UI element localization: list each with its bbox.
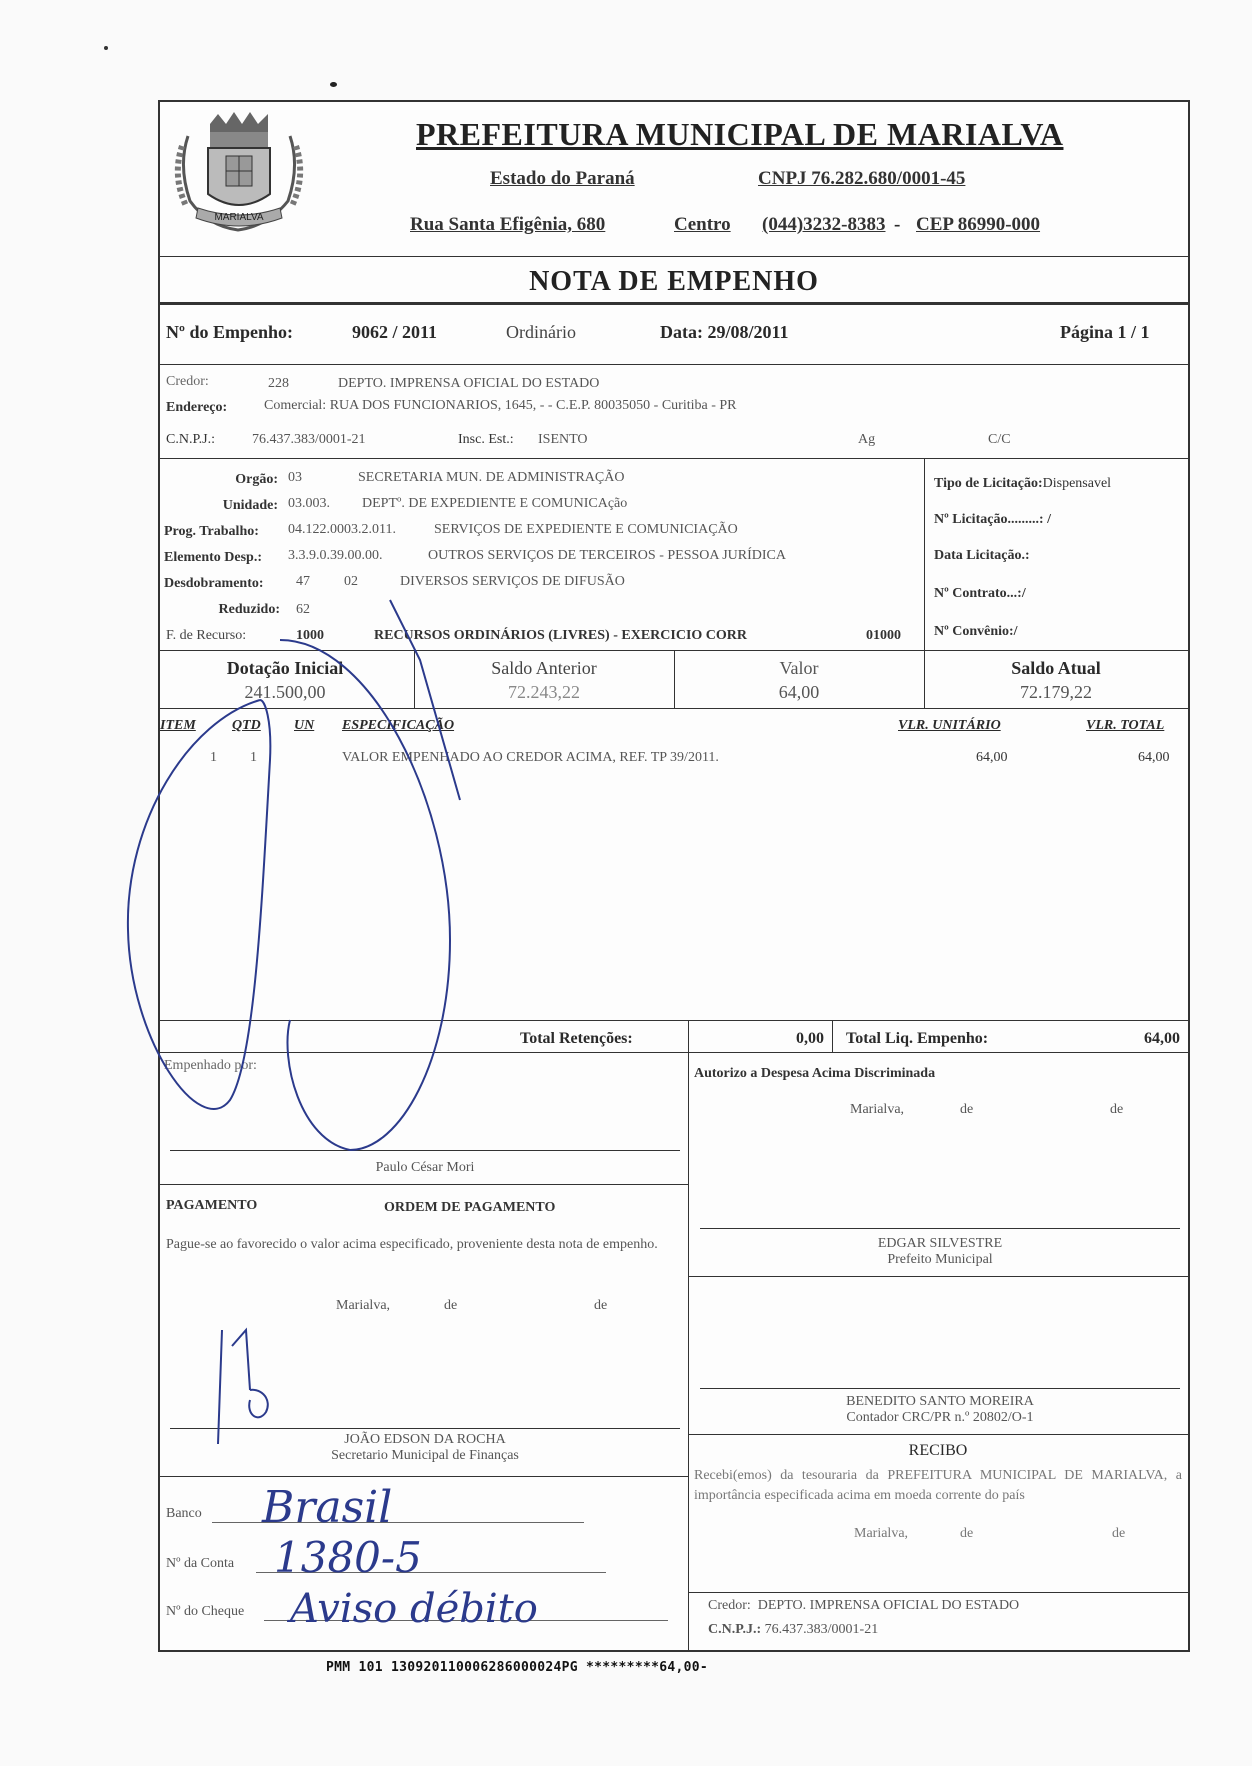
crest-banner-text: MARIALVA: [214, 212, 264, 223]
recurso-label: F. de Recurso:: [166, 628, 247, 643]
divider: [414, 650, 415, 708]
total-retencoes-label: Total Retenções:: [520, 1030, 633, 1047]
page-number: Página 1 / 1: [1060, 322, 1150, 342]
credor-name: DEPTO. IMPRENSA OFICIAL DO ESTADO: [338, 376, 600, 391]
cheque-label: Nº do Cheque: [166, 1604, 245, 1619]
divider: [688, 1020, 689, 1052]
recibo-de1: de: [960, 1526, 974, 1541]
row-item: 1: [210, 750, 217, 765]
col-header-qtd: QTD: [232, 718, 261, 733]
dotacao-value: 241.500,00: [244, 682, 326, 702]
autorizo-city: Marialva,: [850, 1102, 905, 1117]
total-liq-label: Total Liq. Empenho:: [846, 1030, 989, 1047]
prefeitura-cnpj: CNPJ 76.282.680/0001-45: [758, 168, 966, 189]
recurso-code2: 01000: [866, 628, 901, 643]
divider: [688, 1276, 1188, 1277]
prog-trabalho-code: 04.122.0003.2.011.: [288, 522, 396, 537]
recibo-credor-name: DEPTO. IMPRENSA OFICIAL DO ESTADO: [757, 1598, 1020, 1613]
agency-label: Ag: [858, 432, 876, 447]
document-title: NOTA DE EMPENHO: [529, 266, 819, 297]
saldo-anterior-value: 72.243,22: [508, 682, 580, 702]
contador-name: BENEDITO SANTO MOREIRA: [846, 1394, 1034, 1409]
autorizo-de1: de: [960, 1102, 974, 1117]
prefeitura-address: Rua Santa Efigênia, 680: [410, 214, 606, 235]
recibo-text: Recebi(emos) da tesouraria da PREFEITURA MUNICIPAL DE MARIALVA, a importância especificada acima em moeda corrente do país: [694, 1468, 1182, 1503]
credor-code: 228: [268, 376, 289, 391]
data-licitacao-label: Data Licitação.:: [934, 548, 1030, 563]
divider: [160, 364, 1188, 365]
stray-mark: [104, 46, 108, 50]
prefeitura-cep: CEP 86990-000: [916, 214, 1041, 235]
reduzido-label: Reduzido:: [218, 602, 280, 617]
col-header-un: UN: [294, 718, 315, 733]
signature-line: [688, 1592, 1188, 1593]
divider: [160, 1184, 688, 1185]
divider: [688, 1052, 689, 1650]
stray-mark: [330, 82, 337, 87]
signature-line: [170, 1150, 680, 1151]
municipal-crest-icon: [168, 106, 310, 234]
prog-trabalho-name: SERVIÇOS DE EXPEDIENTE E COMUNICIAÇÃO: [434, 522, 738, 537]
dotacao-label: Dotação Inicial: [226, 658, 344, 678]
recibo-city: Marialva,: [854, 1526, 909, 1541]
banco-label: Banco: [166, 1506, 202, 1521]
convenio-label: Nº Convênio:/: [934, 624, 1018, 639]
recurso-name: RECURSOS ORDINÁRIOS (LIVRES) - EXERCICIO CORR: [374, 628, 747, 643]
prefeitura-district: Centro: [674, 214, 731, 235]
cheque-field-line: [264, 1620, 668, 1621]
divider: [924, 458, 925, 650]
desdobramento-code2: 02: [344, 574, 358, 589]
endereco-label: Endereço:: [166, 400, 228, 415]
empenho-date: Data: 29/08/2011: [660, 322, 789, 342]
conta-field-line: [256, 1572, 606, 1573]
empenho-type: Ordinário: [506, 322, 576, 342]
conta-label: Nº da Conta: [166, 1556, 235, 1571]
elemento-code: 3.3.9.0.39.00.00.: [288, 548, 383, 563]
pagamento-de1: de: [444, 1298, 458, 1313]
autorizo-label: Autorizo a Despesa Acima Discriminada: [694, 1066, 936, 1081]
valor-label: Valor: [779, 658, 819, 678]
col-header-vlr-unitario: VLR. UNITÁRIO: [898, 718, 1001, 733]
desdobramento-code1: 47: [296, 574, 310, 589]
credor-cnpj: 76.437.383/0001-21: [252, 432, 366, 447]
signature-line: [170, 1428, 680, 1429]
recurso-code: 1000: [296, 628, 324, 643]
col-header-item: ITEM: [160, 718, 196, 733]
col-header-vlr-total: VLR. TOTAL: [1086, 718, 1165, 733]
recibo-title: RECIBO: [908, 1442, 968, 1459]
empenhado-por-name: Paulo César Mori: [375, 1160, 475, 1175]
recibo-de2: de: [1112, 1526, 1126, 1541]
divider: [688, 1434, 1188, 1435]
insc-est-label: Insc. Est.:: [458, 432, 514, 447]
divider: [160, 1052, 1188, 1053]
recibo-cnpj: C.N.P.J.: 76.437.383/0001-21: [708, 1622, 879, 1637]
divider: [160, 256, 1188, 257]
secretario-role: Secretario Municipal de Finanças: [331, 1448, 519, 1463]
saldo-atual-value: 72.179,22: [1020, 682, 1092, 702]
desdobramento-label: Desdobramento:: [164, 576, 264, 591]
reduzido-value: 62: [296, 602, 310, 617]
autorizo-de2: de: [1110, 1102, 1124, 1117]
tipo-licitacao-label: Tipo de Licitação:Dispensavel: [934, 476, 1112, 491]
orgao-name: SECRETARIA MUN. DE ADMINISTRAÇÃO: [358, 470, 625, 485]
tipo-licitacao-value: Dispensavel: [1042, 476, 1112, 491]
total-retencoes-value: 0,00: [796, 1030, 824, 1047]
signature-line: [700, 1388, 1180, 1389]
divider: [832, 1020, 833, 1052]
row-vlr-total: 64,00: [1138, 750, 1170, 765]
unidade-code: 03.003.: [288, 496, 330, 511]
cheque-handwritten: Aviso débito: [290, 1586, 538, 1632]
unidade-name: DEPTº. DE EXPEDIENTE E COMUNICAção: [362, 496, 628, 511]
recibo-cnpj-value: 76.437.383/0001-21: [764, 1622, 879, 1637]
pagamento-de2: de: [594, 1298, 608, 1313]
row-qtd: 1: [250, 750, 257, 765]
divider: [160, 458, 1188, 459]
orgao-code: 03: [288, 470, 302, 485]
contador-role: Contador CRC/PR n.º 20802/O-1: [846, 1410, 1034, 1425]
credor-label: Credor:: [166, 374, 209, 389]
prefeitura-title: PREFEITURA MUNICIPAL DE MARIALVA: [416, 116, 1064, 152]
account-label: C/C: [988, 432, 1011, 447]
prefeito-role: Prefeito Municipal: [887, 1252, 993, 1267]
row-especificacao: VALOR EMPENHADO AO CREDOR ACIMA, REF. TP 39/2011.: [342, 750, 719, 765]
barcode-line: PMM 101 130920110006286000024PG *********64,00-: [326, 1660, 708, 1675]
credor-address: Comercial: RUA DOS FUNCIONARIOS, 1645, - - C.E.P. 80035050 - Curitiba - PR: [264, 398, 737, 413]
empenho-number-label: Nº do Empenho:: [166, 322, 293, 342]
pagamento-text: Pague-se ao favorecido o valor acima especificado, proveniente desta nota de empenho.: [166, 1237, 658, 1252]
contrato-label: Nº Contrato...:/: [934, 586, 1026, 601]
desdobramento-name: DIVERSOS SERVIÇOS DE DIFUSÃO: [400, 574, 625, 589]
secretario-name: JOÃO EDSON DA ROCHA: [344, 1432, 506, 1447]
divider: [160, 708, 1188, 709]
total-liq-value: 64,00: [1144, 1030, 1180, 1047]
divider: [160, 302, 1188, 305]
orgao-label: Orgão:: [235, 472, 278, 487]
divider: [160, 1476, 688, 1477]
prog-trabalho-label: Prog. Trabalho:: [164, 524, 259, 539]
ordem-pagamento-label: ORDEM DE PAGAMENTO: [384, 1200, 556, 1215]
credor-cnpj-label: C.N.P.J.:: [166, 432, 216, 447]
recibo-credor: Credor: DEPTO. IMPRENSA OFICIAL DO ESTADO: [708, 1598, 1020, 1613]
pagamento-label: PAGAMENTO: [166, 1198, 258, 1213]
table-row: [160, 750, 1188, 772]
empenhado-por-label: Empenhado por:: [164, 1058, 257, 1073]
saldo-atual-label: Saldo Atual: [1011, 658, 1101, 678]
prefeitura-phone: (044)3232-8383: [762, 214, 886, 235]
saldo-anterior-label: Saldo Anterior: [491, 658, 597, 678]
state-name: Estado do Paraná: [490, 168, 635, 189]
elemento-name: OUTROS SERVIÇOS DE TERCEIROS - PESSOA JURÍDICA: [428, 548, 787, 563]
unidade-label: Unidade:: [222, 498, 278, 513]
row-vlr-unitario: 64,00: [976, 750, 1008, 765]
signature-line: [700, 1228, 1180, 1229]
insc-est-value: ISENTO: [538, 432, 588, 447]
nota-de-empenho-document: [158, 100, 1190, 1652]
banco-handwritten: Brasil: [262, 1482, 393, 1533]
header-separator: -: [894, 214, 901, 235]
empenho-number: 9062 / 2011: [352, 322, 438, 342]
divider: [160, 1020, 1188, 1021]
valor-value: 64,00: [778, 682, 820, 702]
numero-licitacao-label: Nº Licitação.........: /: [934, 512, 1051, 527]
elemento-label: Elemento Desp.:: [164, 550, 262, 565]
banco-field-line: [212, 1522, 584, 1523]
col-header-especificacao: ESPECIFICAÇÃO: [342, 718, 455, 733]
pagamento-city: Marialva,: [336, 1298, 391, 1313]
prefeito-name: EDGAR SILVESTRE: [877, 1236, 1003, 1251]
conta-handwritten: 1380-5: [274, 1533, 422, 1582]
